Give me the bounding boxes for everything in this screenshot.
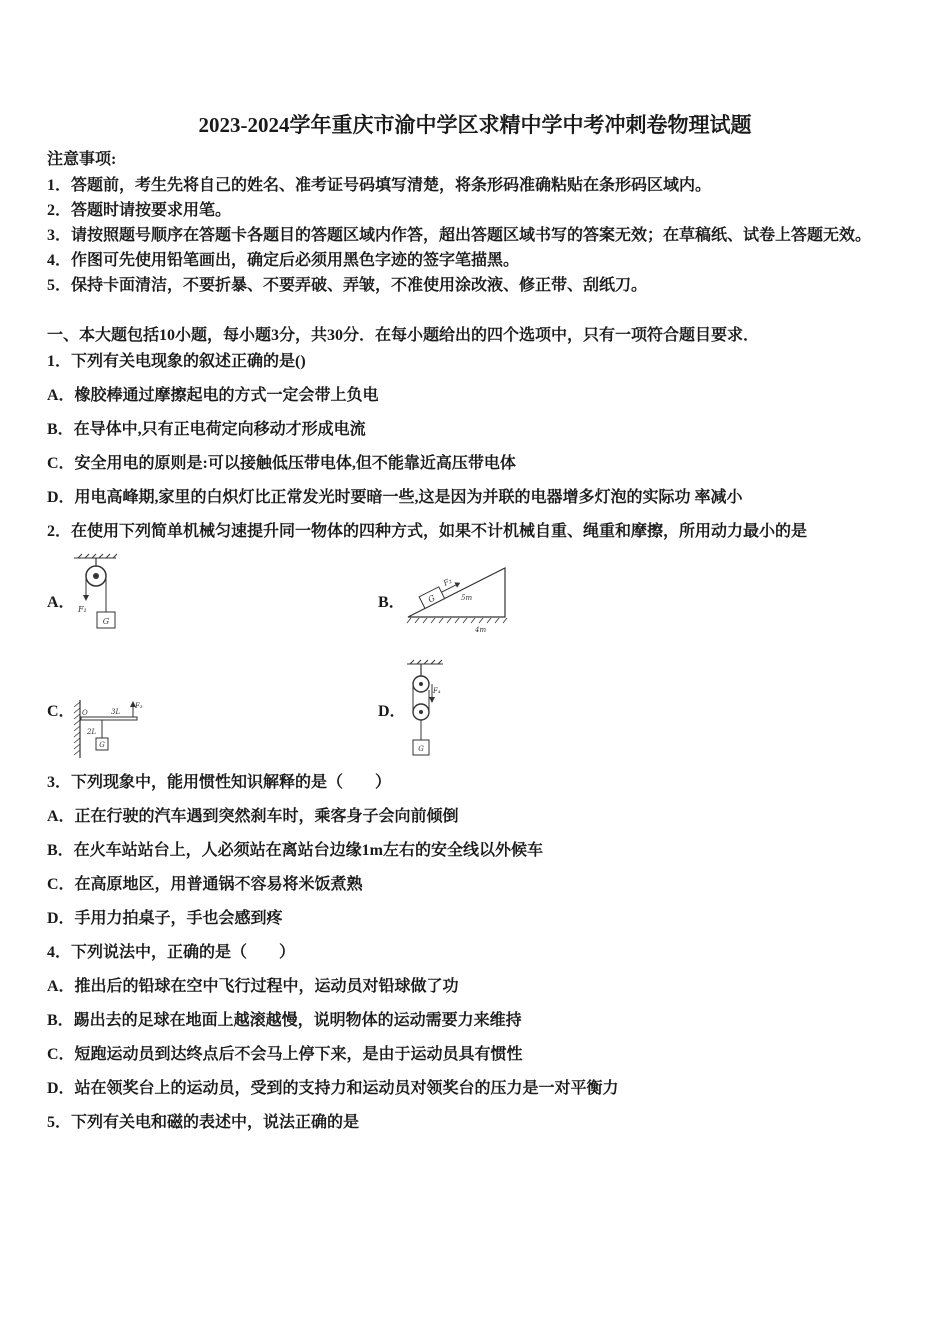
inclined-plane-diagram [403, 563, 513, 635]
question-1-option-d: D．用电高峰期,家里的白炽灯比正常发光时要暗一些,这是因为并联的电器增多灯泡的实际功 率减小 [47, 489, 743, 506]
force-label: F₁ [78, 605, 87, 614]
force-label: F₄ [433, 687, 441, 695]
section-heading: 一、本大题包括10小题，每小题3分，共30分．在每小题给出的四个选项中，只有一项符合题目要求． [47, 327, 760, 344]
force-label: F₂ [441, 576, 454, 588]
lever-bar [81, 717, 137, 720]
fixed-pulley-diagram [68, 553, 122, 633]
box-on-incline [417, 573, 463, 608]
pivot-label: O [82, 709, 88, 717]
question-2-figure-a [68, 553, 122, 633]
force-arrow-head [83, 595, 89, 601]
base-length-label: 4m [475, 626, 487, 634]
load-label: G [102, 617, 110, 626]
load-label: G [99, 741, 105, 749]
page-title: 2023-2024学年重庆市渝中学区求精中学中考冲刺卷物理试题 [198, 113, 752, 137]
question-2-figure-b [403, 563, 513, 635]
lever-diagram [68, 698, 146, 760]
force-arrow-head [454, 580, 461, 588]
question-2-figure-c [68, 698, 146, 760]
question-1-stem: 1．下列有关电现象的叙述正确的是() [47, 353, 306, 370]
fixed-pulley-axle [419, 682, 423, 686]
notice-item: 5．保持卡面清洁，不要折暴、不要弄破、弄皱，不准使用涂改液、修正带、刮纸刀。 [47, 277, 648, 294]
ground-hatch [407, 618, 507, 623]
ceiling-hatch [74, 554, 117, 558]
notice-heading: 注意事项: [47, 151, 117, 168]
notice-item: 1．答题前，考生先将自己的姓名、准考证号码填写清楚，将条形码准确粘贴在条形码区域内。 [47, 177, 712, 194]
slope-length-label: 5m [461, 594, 473, 602]
notice-item: 2．答题时请按要求用笔。 [47, 202, 232, 219]
question-2-option-c-label: C． [47, 703, 75, 720]
pulley-axle [93, 573, 99, 579]
pulley-block-diagram [403, 660, 449, 760]
question-2-figure-d [403, 660, 449, 760]
question-4-option-c: C．短跑运动员到达终点后不会马上停下来，是由于运动员具有惯性 [47, 1046, 523, 1063]
question-4-option-d: D．站在领奖台上的运动员，受到的支持力和运动员对领奖台的压力是一对平衡力 [47, 1080, 619, 1097]
wall-hatch [74, 702, 80, 755]
force-label: F₃ [135, 702, 143, 710]
load-label: G [426, 593, 437, 605]
question-2-option-b-label: B． [378, 594, 405, 611]
force-arm-label: 3L [111, 708, 121, 716]
question-5-stem: 5．下列有关电和磁的表述中，说法正确的是 [47, 1114, 360, 1131]
load-arm-label: 2L [87, 728, 97, 736]
question-2-option-d-label: D． [378, 703, 406, 720]
question-3-stem: 3．下列现象中，能用惯性知识解释的是（ ） [47, 774, 392, 791]
question-1-option-c: C．安全用电的原则是:可以接触低压带电体,但不能靠近高压带电体 [47, 455, 516, 472]
question-1-option-b: B．在导体中,只有正电荷定向移动才形成电流 [47, 421, 366, 438]
question-3-option-b: B．在火车站站台上，人必须站在离站台边缘1m左右的安全线以外候车 [47, 842, 544, 859]
notice-item: 4．作图可先使用铅笔画出，确定后必须用黑色字迹的签字笔描黑。 [47, 252, 520, 269]
ceiling-hatch [407, 660, 443, 664]
question-2-option-a-label: A． [47, 594, 75, 611]
question-1-option-a: A．橡胶棒通过摩擦起电的方式一定会带上负电 [47, 387, 379, 404]
question-3-option-c: C．在高原地区，用普通锅不容易将米饭煮熟 [47, 876, 363, 893]
question-4-option-b: B．踢出去的足球在地面上越滚越慢，说明物体的运动需要力来维持 [47, 1012, 522, 1029]
question-4-stem: 4．下列说法中，正确的是（ ） [47, 944, 296, 961]
force-arrow-head [429, 697, 435, 703]
question-2-stem: 2．在使用下列简单机械匀速提升同一物体的四种方式，如果不计机械自重、绳重和摩擦，所用动力最小的是 [47, 523, 808, 540]
question-4-option-a: A．推出后的铅球在空中飞行过程中，运动员对铅球做了功 [47, 978, 459, 995]
movable-pulley-axle [419, 710, 423, 714]
load-label: G [418, 745, 424, 753]
incline-plane [408, 568, 505, 617]
notice-item: 3．请按照题号顺序在答题卡各题目的答题区域内作答，超出答题区域书写的答案无效；在草稿纸、试卷上答题无效。 [47, 227, 872, 244]
question-3-option-a: A．正在行驶的汽车遇到突然刹车时，乘客身子会向前倾倒 [47, 808, 459, 825]
question-3-option-d: D．手用力拍桌子，手也会感到疼 [47, 910, 283, 927]
